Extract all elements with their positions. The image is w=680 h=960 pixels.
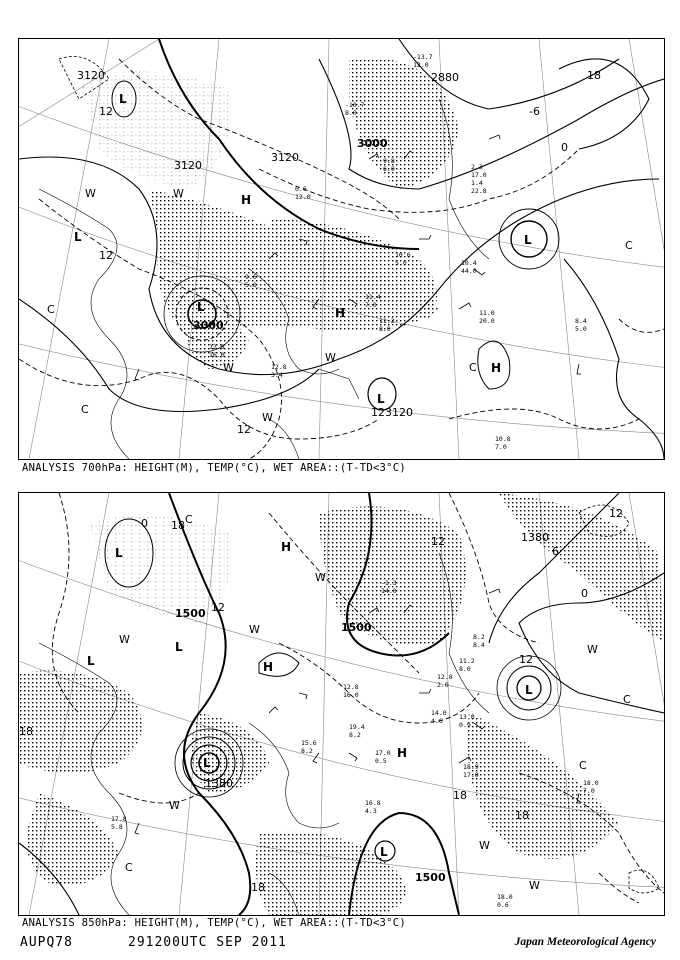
cold-mark: C <box>81 403 89 416</box>
station-dewpoint-depression: 0.9 <box>459 721 471 729</box>
cold-mark: C <box>579 759 587 772</box>
station-temp: 0.6 <box>295 185 307 193</box>
high-center-marker: H <box>263 660 274 674</box>
station-dewpoint-depression: 14.0 <box>381 587 397 595</box>
station-dewpoint-depression: 8.0 <box>345 109 357 117</box>
station-dewpoint-depression: 7.0 <box>583 787 595 795</box>
isotherm-label: 18 <box>515 809 529 822</box>
panel-caption-850hpa: ANALYSIS 850hPa: HEIGHT(M), TEMP(°C), WET AREA::(T-TD<3°C) <box>22 917 407 929</box>
valid-time: 291200UTC SEP 2011 <box>128 935 287 950</box>
station-temp: -10.7 <box>345 101 365 109</box>
station-temp: -13.7 <box>413 53 433 61</box>
height-label: 1380 <box>521 531 549 544</box>
station-temp: 12.8 <box>271 363 287 371</box>
isotherm-label: 0 <box>141 517 148 530</box>
station-temp: 10.8 <box>495 435 511 443</box>
warm-mark: W <box>223 361 234 374</box>
height-label: 3120 <box>77 69 105 82</box>
warm-mark: W <box>315 571 326 584</box>
isotherm-label: 12 <box>237 423 251 436</box>
station-dewpoint-depression: 22.8 <box>471 187 487 195</box>
station-temp: 12.8 <box>209 343 225 351</box>
station-dewpoint-depression: 7.0 <box>365 301 377 309</box>
grid-hatch <box>79 71 231 189</box>
high-center-marker: H <box>335 306 346 320</box>
station-temp: 17.0 <box>375 749 391 757</box>
station-dewpoint-depression: 17.0 <box>463 771 479 779</box>
station-temp: 19.4 <box>349 723 365 731</box>
station-temp: 13.0 <box>459 713 475 721</box>
height-label: 3120 <box>174 159 202 172</box>
low-center-marker: L <box>525 683 533 697</box>
warm-mark: W <box>119 633 130 646</box>
station-temp: 18.0 <box>583 779 599 787</box>
station-temp: 10.4 <box>461 259 477 267</box>
station-temp: 12.8 <box>437 673 453 681</box>
isotherm-label: 18 <box>171 519 185 532</box>
station-dewpoint-depression: 0.5 <box>375 757 387 765</box>
low-center-marker: L <box>119 92 127 106</box>
station-temp: 14.0 <box>431 709 447 717</box>
isotherm-label: 12 <box>99 249 113 262</box>
height-label: 1500 <box>341 621 372 634</box>
station-dewpoint-depression: 8.0 <box>379 325 391 333</box>
height-label: 3000 <box>193 319 224 332</box>
station-dewpoint-depression: 2.0 <box>437 681 449 689</box>
station-temp: 16.8 <box>365 799 381 807</box>
height-label: 3000 <box>357 137 388 150</box>
station-dewpoint-depression: 8.2 <box>301 747 313 755</box>
cold-mark: C <box>623 693 631 706</box>
warm-mark: W <box>587 643 598 656</box>
warm-mark: W <box>479 839 490 852</box>
high-center-marker: H <box>491 361 502 375</box>
isotherm-label: 6 <box>552 545 559 558</box>
station-dewpoint-depression: 5.8 <box>111 823 123 831</box>
low-center-marker: L <box>524 233 532 247</box>
warm-mark: W <box>262 411 273 424</box>
isotherm-label: 18 <box>19 725 33 738</box>
low-center-marker: L <box>175 640 183 654</box>
station-temp: 18.0 <box>497 893 513 901</box>
isotherm-label: 12 <box>431 535 445 548</box>
station-dewpoint-depression: 4.3 <box>365 807 377 815</box>
height-label: 1500 <box>175 607 206 620</box>
cold-mark: C <box>125 861 133 874</box>
warm-mark: W <box>169 799 180 812</box>
station-dewpoint-depression: 17.0 <box>471 171 487 179</box>
station-temp: 15.6 <box>301 739 317 747</box>
station-temp: 11.2 <box>379 317 395 325</box>
isotherm-label: 12 <box>99 105 113 118</box>
isotherm-label: 12 <box>519 653 533 666</box>
height-label: 1500 <box>415 871 446 884</box>
station-dewpoint-depression: 8.4 <box>473 641 485 649</box>
isotherm-label: -6 <box>529 105 540 118</box>
low-center-marker: L <box>197 300 205 314</box>
high-center-marker: H <box>397 746 408 760</box>
station-dewpoint-depression: 8.2 <box>349 731 361 739</box>
station-dewpoint-depression: 5.0 <box>245 281 257 289</box>
station-temp: 9.6 <box>245 273 257 281</box>
map-850hpa-svg <box>19 493 664 915</box>
station-temp: -1.3 <box>381 579 397 587</box>
warm-mark: W <box>173 187 184 200</box>
map-panel-700hpa <box>18 38 665 460</box>
station-dewpoint-depression: 16.0 <box>343 691 359 699</box>
station-temp: 8.2 <box>473 633 485 641</box>
cold-mark: C <box>185 513 193 526</box>
station-temp: 2.3 <box>471 163 483 171</box>
low-center-marker: L <box>87 654 95 668</box>
height-label: 123120 <box>371 406 413 419</box>
station-dewpoint-depression: 16.0 <box>209 351 225 359</box>
high-center-marker: H <box>241 193 252 207</box>
cold-mark: C <box>47 303 55 316</box>
isotherm-label: 0 <box>561 141 568 154</box>
station-dewpoint-depression: 20.0 <box>479 317 495 325</box>
height-label: 2880 <box>431 71 459 84</box>
low-center-marker: L <box>115 546 123 560</box>
station-temp: 11.0 <box>479 309 495 317</box>
height-label: 1380 <box>205 777 233 790</box>
station-temp: 1.4 <box>471 179 483 187</box>
low-center-marker: L <box>74 230 82 244</box>
station-dewpoint-depression: 5.0 <box>575 325 587 333</box>
isotherm-label: 12 <box>211 601 225 614</box>
warm-mark: W <box>249 623 260 636</box>
station-temp: 9.8 <box>383 157 395 165</box>
station-temp: 8.4 <box>575 317 587 325</box>
warm-mark: W <box>325 351 336 364</box>
station-dewpoint-depression: 12.0 <box>295 193 311 201</box>
station-dewpoint-depression: 12.0 <box>413 61 429 69</box>
isotherm-label: 18 <box>453 789 467 802</box>
panel-caption-700hpa: ANALYSIS 700hPa: HEIGHT(M), TEMP(°C), WET AREA::(T-TD<3°C) <box>22 462 407 474</box>
low-center-marker: L <box>203 756 211 770</box>
high-center-marker: H <box>281 540 292 554</box>
station-dewpoint-depression: 5.0 <box>395 259 407 267</box>
height-label: 3120 <box>271 151 299 164</box>
station-temp: 10.6 <box>395 251 411 259</box>
isotherm-label: 18 <box>251 881 265 894</box>
warm-mark: W <box>85 187 96 200</box>
station-temp: 12.8 <box>343 683 359 691</box>
station-dewpoint-depression: 6.0 <box>383 165 395 173</box>
station-dewpoint-depression: 7.0 <box>495 443 507 451</box>
station-temp: 18.9 <box>463 763 479 771</box>
low-center-marker: L <box>380 845 388 859</box>
isotherm-label: 18 <box>587 69 601 82</box>
station-temp: 17.8 <box>111 815 127 823</box>
station-dewpoint-depression: 4.6 <box>431 717 443 725</box>
station-temp: 11.2 <box>459 657 475 665</box>
low-center-marker: L <box>377 392 385 406</box>
bulletin-code: AUPQ78 <box>20 935 73 950</box>
station-dewpoint-depression: 8.0 <box>459 665 471 673</box>
map-panel-850hpa <box>18 492 665 916</box>
station-temp: 11.4 <box>365 293 381 301</box>
cold-mark: C <box>469 361 477 374</box>
station-dewpoint-depression: 0.6 <box>497 901 509 909</box>
warm-mark: W <box>529 879 540 892</box>
agency-credit: Japan Meteorological Agency <box>514 936 656 948</box>
map-700hpa-svg <box>19 39 664 459</box>
station-dewpoint-depression: 44.0 <box>461 267 477 275</box>
cold-mark: C <box>625 239 633 252</box>
isotherm-label: 0 <box>581 587 588 600</box>
station-dewpoint-depression: 3.4 <box>271 371 283 379</box>
isotherm-label: 12 <box>609 507 623 520</box>
